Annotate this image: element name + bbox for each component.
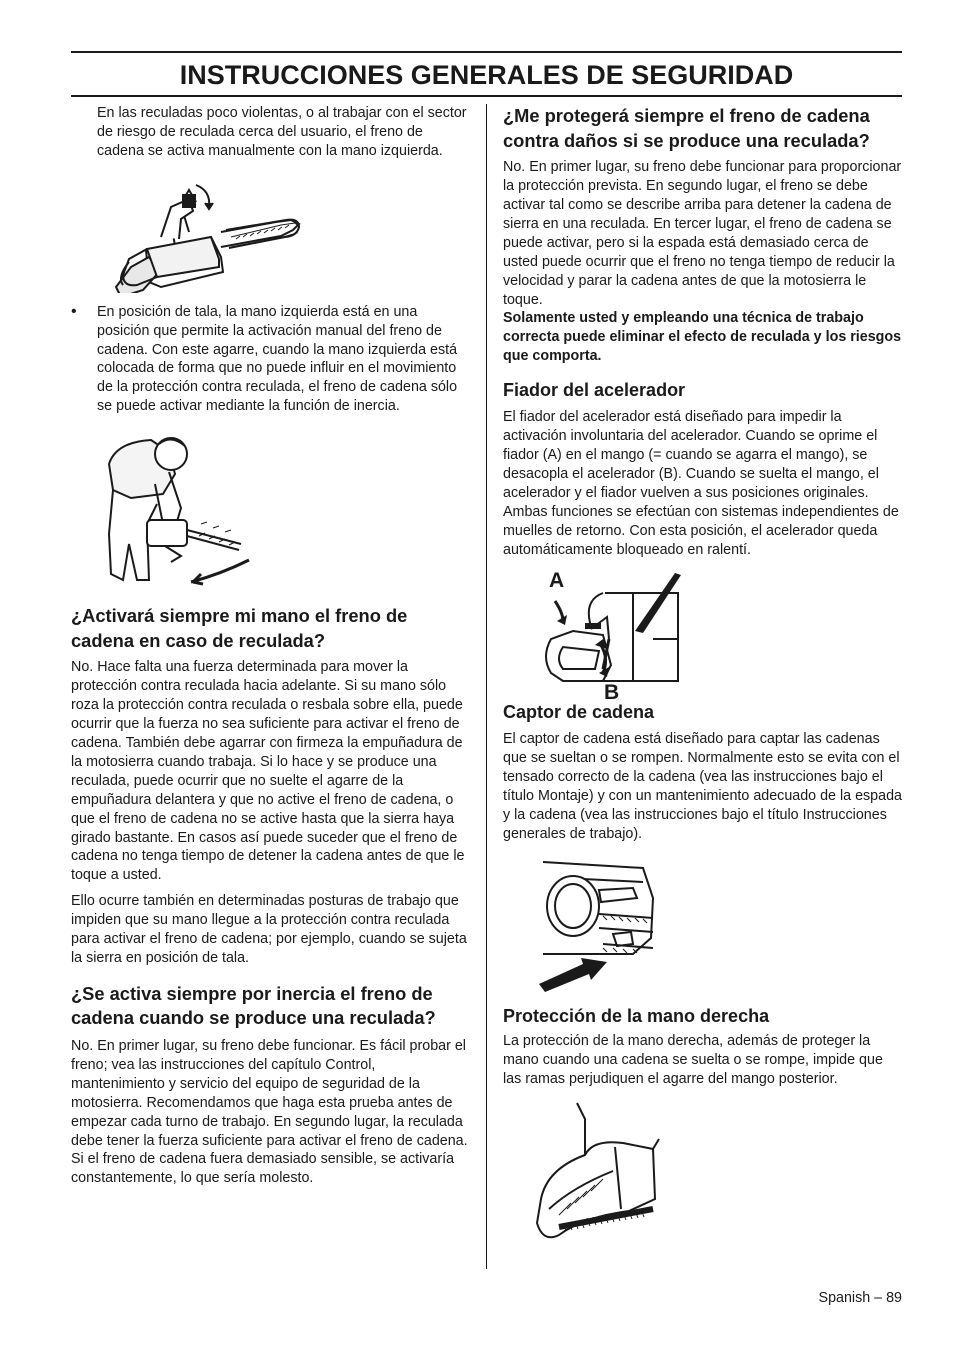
chain-catcher-illustration (503, 858, 903, 994)
felling-position-illustration (71, 424, 469, 592)
figure-label-a: A (549, 569, 565, 593)
header-rule-bottom (71, 95, 902, 97)
chainsaw-brake-hand-illustration (71, 167, 469, 293)
paragraph-protegera: No. En primer lugar, su freno debe funcionar para proporcionar la protección prevista. En segundo lugar, el freno se debe activar tal como se describe arriba para detener la cadena de sierra en una reculada. En tercer lugar, el freno de cadena se puede activar, pero si la espada está demasiado cerca de usted puede ocurrir que el freno no tenga tiempo de reducir la velocidad y parar la cadena antes de que la motosierra le toque. (503, 159, 902, 308)
page-footer: Spanish – 89 (818, 1290, 902, 1306)
paragraph-captor: El captor de cadena está diseñado para captar las cadenas que se sueltan o se rompen. Normalmente esto se evita con el tensado correcto de la cadena (vea las instrucciones bajo el título Montaje) y con un mantenimiento adecuado de la espada y la cadena (vea las instrucciones bajo el título Instrucciones generales de trabajo). (503, 731, 902, 842)
left-column (71, 104, 469, 1188)
column-divider (486, 104, 487, 1269)
bullet-posicion-tala (71, 303, 469, 416)
paragraph-mano-2: Ello ocurre también en determinadas posturas de trabajo que impiden que su mano llegue a la protección contra reculada para activar el freno de cadena; por ejemplo, cuando se sujeta la sierra en posición de tala. (71, 893, 467, 966)
heading-fiador-acelerador: Fiador del acelerador (503, 380, 686, 401)
paragraph-proteccion: La protección de la mano derecha, además de proteger la mano cuando una cadena se suelta o se rompe, impide que las ramas perjudiquen el agarre del mango posterior. (503, 1032, 883, 1087)
page-header (71, 51, 902, 97)
right-hand-guard-illustration (503, 1099, 903, 1245)
heading-se-activa-inercia: ¿Se activa siempre por inercia el freno de cadena cuando se produce una reculada? (71, 982, 436, 1029)
paragraph-reculadas-poco-violentas: En las reculadas poco violentas, o al trabajar con el sector de riesgo de reculada cerca del usuario, el freno de cadena se activa manualmente con la mano izquierda. (97, 105, 467, 159)
paragraph-mano-1: No. Hace falta una fuerza determinada para mover la protección contra reculada hacia adelante. Si su mano sólo roza la protección contra reculada o resbala sobre ella, puede ocurrir que la fuerza no sea suficiente para activar el freno de cadena. También debe agarrar con firmeza la empuñadura de la motosierra cuando trabaja. Si lo hace y se produce una reculada, puede ocurrir que no suelte el agarre de la empuñadura delantera y que no active el freno de cadena, o que el freno de cadena no se active hasta que la sierra haya girado bastante. En casos así puede suceder que el freno de cadena no tenga tiempo de detener la cadena antes de que le toque a usted. (71, 659, 465, 884)
right-column (503, 104, 903, 1245)
bullet-mark: • (71, 302, 77, 320)
throttle-lockout-figure (503, 569, 903, 709)
page-title: INSTRUCCIONES GENERALES DE SEGURIDAD (179, 60, 794, 90)
heading-proteccion-mano-derecha: Protección de la mano derecha (503, 1005, 770, 1026)
paragraph-fiador: El fiador del acelerador está diseñado para impedir la activación involuntaria del acelerador. Cuando se oprime el fiador (A) en el mango (= cuando se agarra el mango), se desacopla el acelerador (B). Cuando se suelta el mango, el acelerador y el fiador vuelven a sus posiciones originales. Ambas funciones se efectúan con sistemas independientes de muelles de retorno. Con esta posición, el acelerador queda automáticamente bloqueado en ralentí. (503, 409, 899, 558)
bullet-text: En posición de tala, la mano izquierda está en una posición que permite la activación manual del freno de cadena. Con este agarre, cuando la mano izquierda está colocada de forma que no puede influir en el movimiento de la protección contra reculada, el freno de cadena sólo se puede activar mediante la función de inercia. (97, 303, 458, 415)
heading-me-protegera: ¿Me protegerá siempre el freno de cadena contra daños si se produce una reculada? (503, 105, 870, 151)
heading-captor-cadena: Captor de cadena (503, 702, 655, 723)
figure-label-b: B (604, 681, 620, 705)
paragraph-protegera-bold: Solamente usted y empleando una técnica de trabajo correcta puede eliminar el efecto de reculada y los riesgos que comporta. (503, 310, 902, 365)
paragraph-inercia: No. En primer lugar, su freno debe funcionar. Es fácil probar el freno; vea las instrucciones del capítulo Control, mantenimiento y servicio del equipo de seguridad de la motosierra. Recomendamos que haga esta prueba antes de empezar cada turno de trabajo. En segundo lugar, la reculada debe tener la fuerza suficiente para activar el freno de cadena. Si el freno de cadena fuera demasiado sensible, se activaría constantemente, lo que sería molesto. (71, 1038, 468, 1187)
heading-activara-mano: ¿Activará siempre mi mano el freno de cadena en caso de reculada? (71, 605, 408, 651)
